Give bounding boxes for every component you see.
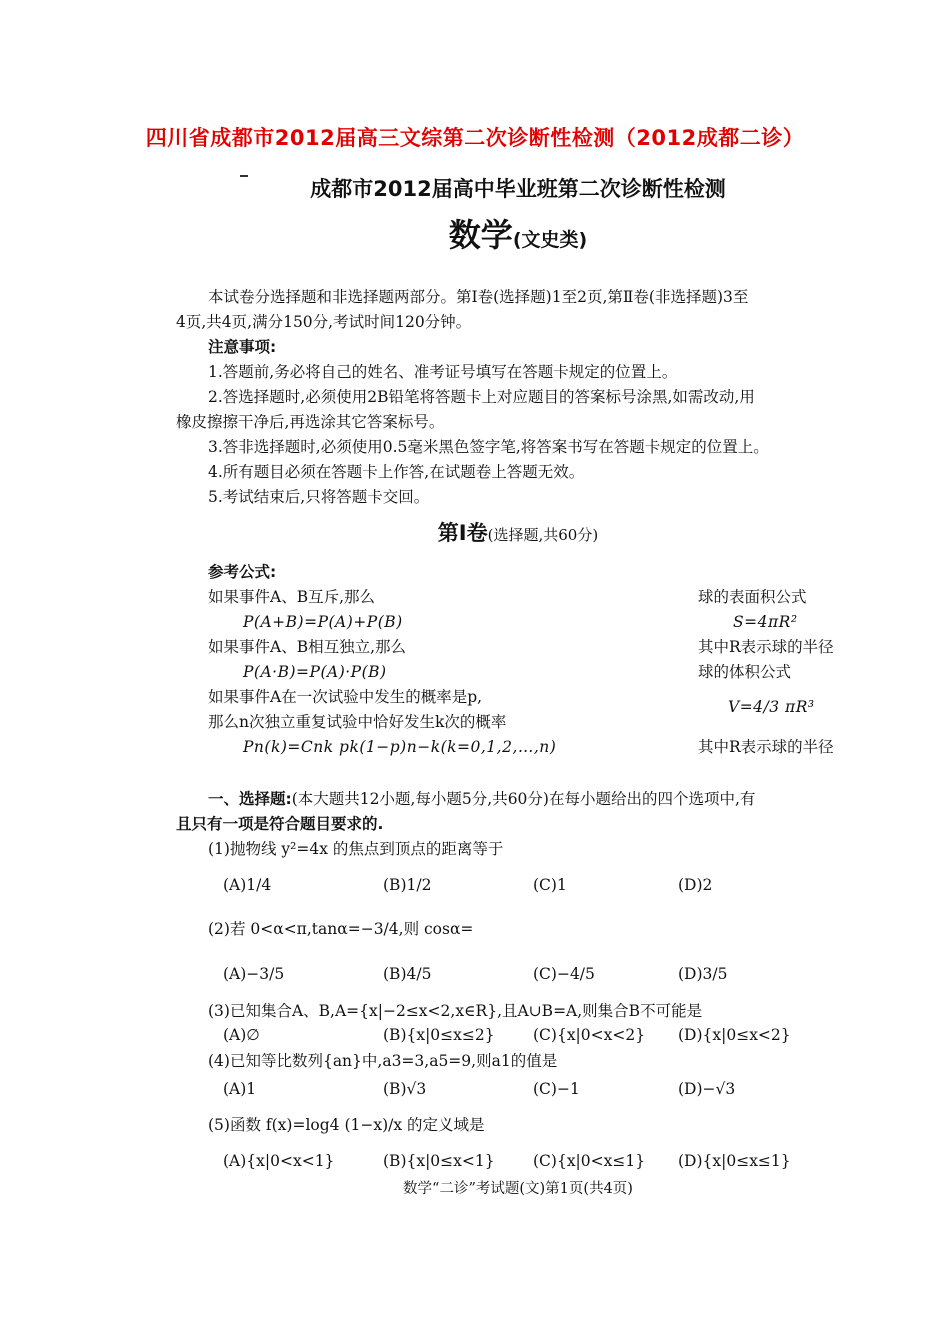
part1-description: (本大题共12小题,每小题5分,共60分)在每小题给出的四个选项中,有 xyxy=(291,790,756,808)
exam-page xyxy=(168,165,868,1215)
reference-formula: 如果事件A、B互斥,那么 xyxy=(208,588,376,606)
reference-formula: 那么n次独立重复试验中恰好发生k次的概率 xyxy=(208,713,507,731)
reference-title: 参考公式: xyxy=(208,563,277,581)
option-a: (A){x|0<x<1} xyxy=(223,1152,335,1170)
note-item: 1.答题前,务必将自己的姓名、准考证号填写在答题卡规定的位置上。 xyxy=(208,363,678,381)
question-4: (4)已知等比数列{an}中,a3=3,a5=9,则a1的值是 xyxy=(208,1052,558,1070)
option-a: (A)1 xyxy=(223,1080,257,1098)
section-subtitle: (选择题,共60分) xyxy=(487,526,599,544)
sphere-formula: 球的表面积公式 xyxy=(698,588,807,606)
sphere-formula: 球的体积公式 xyxy=(698,663,792,681)
section-label: 第Ⅰ卷 xyxy=(437,521,488,545)
reference-formula: 如果事件A在一次试验中发生的概率是p, xyxy=(208,688,483,706)
question-1: (1)抛物线 y²=4x 的焦点到顶点的距离等于 xyxy=(208,840,504,858)
notes-title: 注意事项: xyxy=(208,338,277,356)
document-title: 四川省成都市2012届高三文综第二次诊断性检测（2012成都二诊） xyxy=(145,126,805,150)
note-item: 5.考试结束后,只将答题卡交回。 xyxy=(208,488,430,506)
section-title xyxy=(168,521,868,548)
option-d: (D){x|0≤x<2} xyxy=(678,1026,791,1044)
reference-formula: Pn(k)=Cnk pk(1−p)n−k(k=0,1,2,…,n) xyxy=(243,738,557,756)
sphere-formula: 其中R表示球的半径 xyxy=(698,738,834,756)
option-d: (D)2 xyxy=(678,876,713,894)
exam-title: 成都市2012届高中毕业班第二次诊断性检测 xyxy=(310,177,726,201)
option-b: (B){x|0≤x≤2} xyxy=(383,1026,495,1044)
reference-formula: 如果事件A、B相互独立,那么 xyxy=(208,638,407,656)
note-item: 4.所有题目必须在答题卡上作答,在试题卷上答题无效。 xyxy=(208,463,585,481)
part1-description-2: 且只有一项是符合题目要求的. xyxy=(176,815,384,833)
subject-name: 数学 xyxy=(448,216,513,254)
part1-heading xyxy=(208,787,755,812)
option-d: (D)−√3 xyxy=(678,1080,736,1098)
note-item: 2.答选择题时,必须使用2B铅笔将答题卡上对应题目的答案标号涂黑,如需改动,用 xyxy=(208,388,755,406)
note-item: 橡皮擦擦干净后,再选涂其它答案标号。 xyxy=(176,413,445,431)
option-c: (C)−4/5 xyxy=(533,965,595,983)
reference-formula: P(A·B)=P(A)·P(B) xyxy=(243,663,387,681)
subject-type: (文史类) xyxy=(512,229,588,251)
intro-line-2: 4页,共4页,满分150分,考试时间120分钟。 xyxy=(176,313,472,331)
option-d: (D)3/5 xyxy=(678,965,728,983)
intro-line-1: 本试卷分选择题和非选择题两部分。第Ⅰ卷(选择题)1至2页,第Ⅱ卷(非选择题)3至 xyxy=(208,288,749,306)
option-a: (A)∅ xyxy=(223,1026,260,1044)
question-5: (5)函数 f(x)=log4 (1−x)/x 的定义域是 xyxy=(208,1116,485,1134)
sphere-formula: V=4/3 πR³ xyxy=(728,698,815,716)
sphere-formula: S=4πR² xyxy=(733,613,798,631)
option-b: (B){x|0≤x<1} xyxy=(383,1152,495,1170)
option-b: (B)1/2 xyxy=(383,876,432,894)
option-b: (B)√3 xyxy=(383,1080,427,1098)
note-item: 3.答非选择题时,必须使用0.5毫米黑色签字笔,将答案书写在答题卡规定的位置上。 xyxy=(208,438,769,456)
option-a: (A)−3/5 xyxy=(223,965,285,983)
option-c: (C){x|0<x≤1} xyxy=(533,1152,646,1170)
sphere-formula: 其中R表示球的半径 xyxy=(698,638,834,656)
option-d: (D){x|0≤x≤1} xyxy=(678,1152,791,1170)
page-footer: 数学“二诊”考试题(文)第1页(共4页) xyxy=(403,1181,633,1197)
part1-title: 一、选择题: xyxy=(208,790,292,808)
option-c: (C){x|0<x<2} xyxy=(533,1026,646,1044)
question-3: (3)已知集合A、B,A={x|−2≤x<2,x∈R},且A∪B=A,则集合B不可能是 xyxy=(208,1002,703,1020)
reference-formula: P(A+B)=P(A)+P(B) xyxy=(243,613,403,631)
option-b: (B)4/5 xyxy=(383,965,432,983)
option-a: (A)1/4 xyxy=(223,876,272,894)
question-2: (2)若 0<α<π,tanα=−3/4,则 cosα= xyxy=(208,920,474,938)
option-c: (C)−1 xyxy=(533,1080,580,1098)
subject-heading xyxy=(168,216,868,254)
option-c: (C)1 xyxy=(533,876,567,894)
